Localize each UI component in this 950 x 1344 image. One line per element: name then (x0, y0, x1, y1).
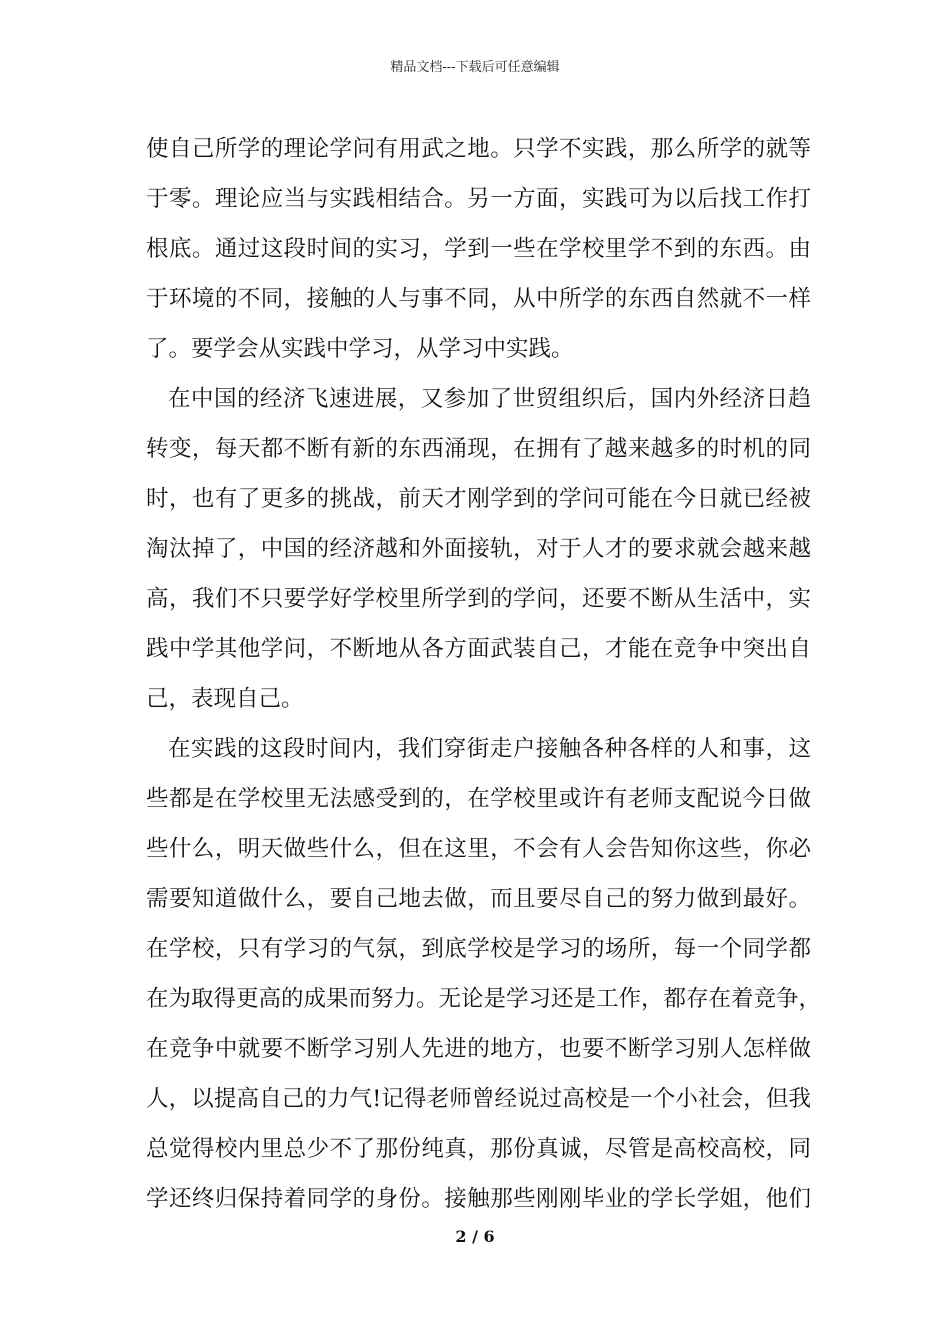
text-line: 转变，每天都不断有新的东西涌现，在拥有了越来越多的时机的同 (146, 436, 811, 462)
text-line: 学还终归保持着同学的身份。接触那些刚刚毕业的学长学姐，他们 (146, 1186, 811, 1212)
text-line: 使自己所学的理论学问有用武之地。只学不实践，那么所学的就等 (146, 136, 811, 162)
text-line: 己，表现自己。 (146, 686, 304, 712)
text-line: 在为取得更高的成果而努力。无论是学习还是工作，都存在着竞争， (146, 986, 822, 1012)
text-line: 些都是在学校里无法感受到的，在学校里或许有老师支配说今日做 (146, 786, 811, 812)
document-body (146, 124, 822, 1224)
text-line: 践中学其他学问，不断地从各方面武装自己，才能在竞争中突出自 (146, 636, 811, 662)
text-line: 时，也有了更多的挑战，前天才刚学到的学问可能在今日就已经被 (146, 486, 811, 512)
text-line: 在中国的经济飞速进展，又参加了世贸组织后，国内外经济日趋 (168, 386, 811, 412)
text-line: 根底。通过这段时间的实习，学到一些在学校里学不到的东西。由 (146, 236, 811, 262)
page-header: 精品文档---下载后可任意编辑 (390, 60, 560, 75)
text-line: 些什么，明天做些什么，但在这里，不会有人会告知你这些，你必 (146, 836, 811, 862)
text-line: 人，以提高自己的力气!记得老师曾经说过高校是一个小社会，但我 (146, 1086, 811, 1112)
text-line: 于环境的不同，接触的人与事不同，从中所学的东西自然就不一样 (146, 286, 811, 312)
text-line: 总觉得校内里总少不了那份纯真，那份真诚，尽管是高校高校，同 (146, 1136, 811, 1162)
text-line: 高，我们不只要学好学校里所学到的学问，还要不断从生活中，实 (146, 586, 811, 612)
text-line: 需要知道做什么，要自己地去做，而且要尽自己的努力做到最好。 (146, 886, 811, 912)
text-line: 在学校，只有学习的气氛，到底学校是学习的场所，每一个同学都 (146, 936, 811, 962)
text-line: 了。要学会从实践中学习，从学习中实践。 (146, 336, 574, 362)
page-number: 2 / 6 (455, 1227, 495, 1246)
text-line: 淘汰掉了，中国的经济越和外面接轨，对于人才的要求就会越来越 (146, 536, 811, 562)
text-line: 在实践的这段时间内，我们穿街走户接触各种各样的人和事，这 (168, 736, 811, 762)
text-line: 在竞争中就要不断学习别人先进的地方，也要不断学习别人怎样做 (146, 1036, 811, 1062)
text-line: 于零。理论应当与实践相结合。另一方面，实践可为以后找工作打 (146, 186, 811, 212)
